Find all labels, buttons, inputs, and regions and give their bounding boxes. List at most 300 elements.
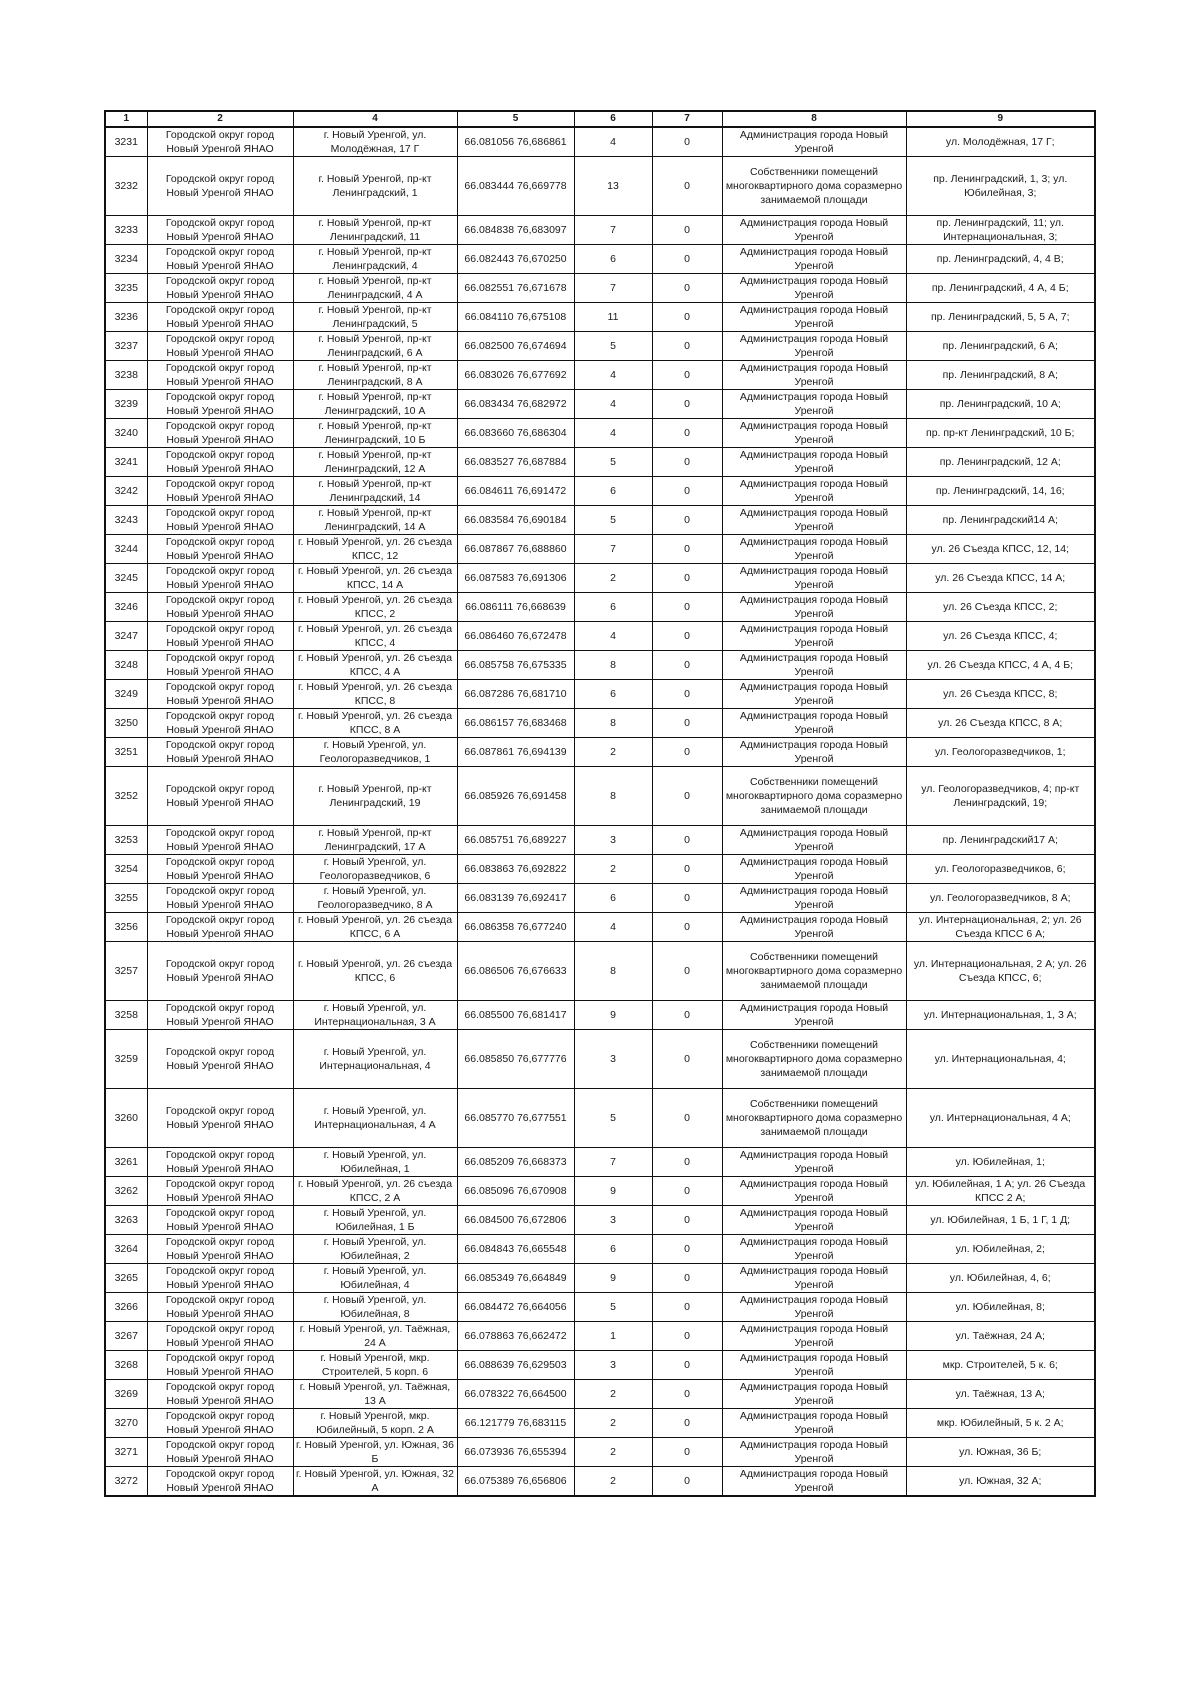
cell-col-number: 3241 [105,448,147,477]
cell-col-owner: Собственники помещений многоквартирного дома соразмерно занимаемой площади [722,157,906,216]
cell-col-served-addresses: пр. пр-кт Ленинградский, 10 Б; [906,419,1095,448]
cell-col-municipality: Городской округ город Новый Уренгой ЯНАО [147,390,293,419]
cell-col-address: г. Новый Уренгой, ул. 26 съезда КПСС, 2 [293,593,457,622]
cell-col-owner: Администрация города Новый Уренгой [722,738,906,767]
cell-col-number: 3267 [105,1322,147,1351]
cell-col-number: 3235 [105,274,147,303]
column-number-row [105,111,1095,127]
cell-col-count: 5 [574,332,652,361]
cell-col-owner: Администрация города Новый Уренгой [722,303,906,332]
cell-col-municipality: Городской округ город Новый Уренгой ЯНАО [147,1001,293,1030]
cell-col-address: г. Новый Уренгой, пр-кт Ленинградский, 5 [293,303,457,332]
cell-col-owner: Администрация города Новый Уренгой [722,564,906,593]
cell-col-count: 13 [574,157,652,216]
cell-col-coordinates: 66.083863 76,692822 [457,855,574,884]
cell-col-number: 3266 [105,1293,147,1322]
cell-col-number: 3256 [105,913,147,942]
cell-col-count: 9 [574,1001,652,1030]
cell-col-number: 3269 [105,1380,147,1409]
header-col-zero: 7 [652,111,722,127]
cell-col-owner: Администрация города Новый Уренгой [722,826,906,855]
cell-col-number: 3245 [105,564,147,593]
cell-col-count: 6 [574,245,652,274]
cell-col-zero: 0 [652,506,722,535]
cell-col-served-addresses: ул. 26 Съезда КПСС, 2; [906,593,1095,622]
cell-col-municipality: Городской округ город Новый Уренгой ЯНАО [147,274,293,303]
cell-col-coordinates: 66.081056 76,686861 [457,127,574,157]
registry-page [104,110,1094,1497]
cell-col-owner: Администрация города Новый Уренгой [722,1206,906,1235]
table-row [105,1001,1095,1030]
cell-col-address: г. Новый Уренгой, ул. Юбилейная, 1 Б [293,1206,457,1235]
cell-col-address: г. Новый Уренгой, пр-кт Ленинградский, 10 Б [293,419,457,448]
cell-col-count: 4 [574,127,652,157]
cell-col-count: 3 [574,1351,652,1380]
cell-col-served-addresses: пр. Ленинградский14 А; [906,506,1095,535]
cell-col-count: 1 [574,1322,652,1351]
cell-col-served-addresses: пр. Ленинградский, 5, 5 А, 7; [906,303,1095,332]
cell-col-zero: 0 [652,593,722,622]
cell-col-owner: Администрация города Новый Уренгой [722,1001,906,1030]
cell-col-owner: Собственники помещений многоквартирного дома соразмерно занимаемой площади [722,767,906,826]
cell-col-served-addresses: ул. Юбилейная, 8; [906,1293,1095,1322]
cell-col-number: 3251 [105,738,147,767]
header-col-number: 1 [105,111,147,127]
cell-col-coordinates: 66.085770 76,677551 [457,1089,574,1148]
cell-col-coordinates: 66.084500 76,672806 [457,1206,574,1235]
cell-col-number: 3249 [105,680,147,709]
cell-col-count: 3 [574,1030,652,1089]
cell-col-zero: 0 [652,1235,722,1264]
table-row [105,826,1095,855]
cell-col-owner: Администрация города Новый Уренгой [722,1264,906,1293]
table-row [105,361,1095,390]
cell-col-zero: 0 [652,245,722,274]
cell-col-address: г. Новый Уренгой, ул. 26 съезда КПСС, 6 А [293,913,457,942]
cell-col-served-addresses: ул. Геологоразведчиков, 6; [906,855,1095,884]
cell-col-municipality: Городской округ город Новый Уренгой ЯНАО [147,1177,293,1206]
cell-col-zero: 0 [652,767,722,826]
cell-col-zero: 0 [652,535,722,564]
table-row [105,1467,1095,1497]
cell-col-owner: Администрация города Новый Уренгой [722,477,906,506]
cell-col-municipality: Городской округ город Новый Уренгой ЯНАО [147,1089,293,1148]
cell-col-number: 3270 [105,1409,147,1438]
cell-col-count: 2 [574,1380,652,1409]
cell-col-served-addresses: пр. Ленинградский, 11; ул. Интернациональная, 3; [906,216,1095,245]
cell-col-municipality: Городской округ город Новый Уренгой ЯНАО [147,826,293,855]
cell-col-zero: 0 [652,826,722,855]
cell-col-owner: Собственники помещений многоквартирного дома соразмерно занимаемой площади [722,1089,906,1148]
header-col-municipality: 2 [147,111,293,127]
cell-col-served-addresses: пр. Ленинградский, 1, 3; ул. Юбилейная, 3; [906,157,1095,216]
cell-col-number: 3242 [105,477,147,506]
cell-col-owner: Администрация города Новый Уренгой [722,361,906,390]
cell-col-zero: 0 [652,303,722,332]
cell-col-address: г. Новый Уренгой, ул. Юбилейная, 8 [293,1293,457,1322]
cell-col-number: 3252 [105,767,147,826]
table-row [105,593,1095,622]
table-row [105,390,1095,419]
cell-col-municipality: Городской округ город Новый Уренгой ЯНАО [147,303,293,332]
table-row [105,157,1095,216]
cell-col-served-addresses: ул. Юбилейная, 4, 6; [906,1264,1095,1293]
cell-col-coordinates: 66.085209 76,668373 [457,1148,574,1177]
cell-col-served-addresses: ул. Геологоразведчиков, 8 А; [906,884,1095,913]
cell-col-zero: 0 [652,564,722,593]
table-row [105,651,1095,680]
cell-col-address: г. Новый Уренгой, пр-кт Ленинградский, 10 А [293,390,457,419]
table-row [105,419,1095,448]
cell-col-coordinates: 66.086506 76,676633 [457,942,574,1001]
cell-col-coordinates: 66.121779 76,683115 [457,1409,574,1438]
cell-col-count: 7 [574,1148,652,1177]
cell-col-number: 3259 [105,1030,147,1089]
cell-col-served-addresses: ул. Молодёжная, 17 Г; [906,127,1095,157]
cell-col-owner: Администрация города Новый Уренгой [722,1293,906,1322]
cell-col-address: г. Новый Уренгой, ул. 26 съезда КПСС, 4 А [293,651,457,680]
cell-col-served-addresses: ул. Таёжная, 24 А; [906,1322,1095,1351]
cell-col-address: г. Новый Уренгой, ул. 26 съезда КПСС, 2 А [293,1177,457,1206]
cell-col-address: г. Новый Уренгой, ул. Геологоразведчиков, 6 [293,855,457,884]
cell-col-owner: Администрация города Новый Уренгой [722,127,906,157]
cell-col-address: г. Новый Уренгой, пр-кт Ленинградский, 14 [293,477,457,506]
cell-col-municipality: Городской округ город Новый Уренгой ЯНАО [147,216,293,245]
cell-col-coordinates: 66.085349 76,664849 [457,1264,574,1293]
cell-col-count: 6 [574,884,652,913]
cell-col-owner: Собственники помещений многоквартирного дома соразмерно занимаемой площади [722,1030,906,1089]
cell-col-owner: Администрация города Новый Уренгой [722,506,906,535]
cell-col-address: г. Новый Уренгой, пр-кт Ленинградский, 19 [293,767,457,826]
cell-col-count: 8 [574,942,652,1001]
table-row [105,1322,1095,1351]
cell-col-municipality: Городской округ город Новый Уренгой ЯНАО [147,651,293,680]
cell-col-address: г. Новый Уренгой, пр-кт Ленинградский, 4 А [293,274,457,303]
table-row [105,1089,1095,1148]
cell-col-address: г. Новый Уренгой, ул. Интернациональная, 4 [293,1030,457,1089]
cell-col-coordinates: 66.083584 76,690184 [457,506,574,535]
cell-col-municipality: Городской округ город Новый Уренгой ЯНАО [147,477,293,506]
cell-col-coordinates: 66.084110 76,675108 [457,303,574,332]
cell-col-address: г. Новый Уренгой, ул. Юбилейная, 2 [293,1235,457,1264]
table-row [105,1264,1095,1293]
cell-col-municipality: Городской округ город Новый Уренгой ЯНАО [147,1351,293,1380]
table-row [105,332,1095,361]
cell-col-municipality: Городской округ город Новый Уренгой ЯНАО [147,1206,293,1235]
table-row [105,884,1095,913]
cell-col-count: 9 [574,1264,652,1293]
cell-col-count: 3 [574,826,652,855]
cell-col-municipality: Городской округ город Новый Уренгой ЯНАО [147,622,293,651]
cell-col-count: 4 [574,913,652,942]
cell-col-owner: Администрация города Новый Уренгой [722,884,906,913]
cell-col-coordinates: 66.084611 76,691472 [457,477,574,506]
cell-col-number: 3258 [105,1001,147,1030]
table-row [105,1351,1095,1380]
cell-col-owner: Администрация города Новый Уренгой [722,1380,906,1409]
cell-col-coordinates: 66.078863 76,662472 [457,1322,574,1351]
cell-col-coordinates: 66.084843 76,665548 [457,1235,574,1264]
cell-col-number: 3257 [105,942,147,1001]
cell-col-owner: Администрация города Новый Уренгой [722,274,906,303]
cell-col-coordinates: 66.082443 76,670250 [457,245,574,274]
cell-col-zero: 0 [652,419,722,448]
table-row [105,942,1095,1001]
cell-col-owner: Администрация города Новый Уренгой [722,245,906,274]
cell-col-served-addresses: пр. Ленинградский17 А; [906,826,1095,855]
cell-col-count: 7 [574,535,652,564]
cell-col-number: 3260 [105,1089,147,1148]
cell-col-address: г. Новый Уренгой, ул. 26 съезда КПСС, 6 [293,942,457,1001]
cell-col-coordinates: 66.084838 76,683097 [457,216,574,245]
cell-col-count: 7 [574,274,652,303]
cell-col-number: 3271 [105,1438,147,1467]
header-col-count: 6 [574,111,652,127]
cell-col-number: 3243 [105,506,147,535]
cell-col-coordinates: 66.085758 76,675335 [457,651,574,680]
cell-col-owner: Администрация города Новый Уренгой [722,1409,906,1438]
cell-col-number: 3247 [105,622,147,651]
cell-col-address: г. Новый Уренгой, ул. Таёжная, 13 А [293,1380,457,1409]
cell-col-owner: Администрация города Новый Уренгой [722,1148,906,1177]
cell-col-coordinates: 66.082500 76,674694 [457,332,574,361]
table-row [105,1235,1095,1264]
cell-col-served-addresses: ул. 26 Съезда КПСС, 4 А, 4 Б; [906,651,1095,680]
table-row [105,564,1095,593]
cell-col-coordinates: 66.085751 76,689227 [457,826,574,855]
cell-col-zero: 0 [652,1206,722,1235]
cell-col-number: 3263 [105,1206,147,1235]
cell-col-address: г. Новый Уренгой, пр-кт Ленинградский, 8 А [293,361,457,390]
cell-col-coordinates: 66.086111 76,668639 [457,593,574,622]
cell-col-zero: 0 [652,1322,722,1351]
cell-col-zero: 0 [652,216,722,245]
cell-col-coordinates: 66.083527 76,687884 [457,448,574,477]
cell-col-zero: 0 [652,127,722,157]
cell-col-owner: Администрация города Новый Уренгой [722,651,906,680]
cell-col-served-addresses: ул. Интернациональная, 1, 3 А; [906,1001,1095,1030]
cell-col-served-addresses: пр. Ленинградский, 10 А; [906,390,1095,419]
table-row [105,1206,1095,1235]
cell-col-coordinates: 66.082551 76,671678 [457,274,574,303]
cell-col-served-addresses: пр. Ленинградский, 12 А; [906,448,1095,477]
header-col-coordinates: 5 [457,111,574,127]
cell-col-count: 5 [574,448,652,477]
table-row [105,1293,1095,1322]
cell-col-address: г. Новый Уренгой, пр-кт Ленинградский, 14 А [293,506,457,535]
table-row [105,245,1095,274]
cell-col-count: 4 [574,390,652,419]
cell-col-served-addresses: ул. Юбилейная, 1 Б, 1 Г, 1 Д; [906,1206,1095,1235]
cell-col-municipality: Городской округ город Новый Уренгой ЯНАО [147,1380,293,1409]
cell-col-municipality: Городской округ город Новый Уренгой ЯНАО [147,1438,293,1467]
cell-col-owner: Администрация города Новый Уренгой [722,680,906,709]
cell-col-count: 3 [574,1206,652,1235]
cell-col-municipality: Городской округ город Новый Уренгой ЯНАО [147,738,293,767]
cell-col-coordinates: 66.083660 76,686304 [457,419,574,448]
cell-col-municipality: Городской округ город Новый Уренгой ЯНАО [147,361,293,390]
cell-col-number: 3268 [105,1351,147,1380]
cell-col-owner: Администрация города Новый Уренгой [722,1235,906,1264]
cell-col-count: 6 [574,593,652,622]
cell-col-coordinates: 66.085500 76,681417 [457,1001,574,1030]
cell-col-count: 5 [574,506,652,535]
cell-col-address: г. Новый Уренгой, ул. Таёжная, 24 А [293,1322,457,1351]
cell-col-municipality: Городской округ город Новый Уренгой ЯНАО [147,245,293,274]
cell-col-zero: 0 [652,942,722,1001]
cell-col-number: 3265 [105,1264,147,1293]
table-row [105,535,1095,564]
cell-col-served-addresses: ул. Юбилейная, 1; [906,1148,1095,1177]
cell-col-coordinates: 66.083434 76,682972 [457,390,574,419]
cell-col-count: 8 [574,709,652,738]
cell-col-municipality: Городской округ город Новый Уренгой ЯНАО [147,884,293,913]
table-row [105,1438,1095,1467]
cell-col-address: г. Новый Уренгой, ул. Юбилейная, 4 [293,1264,457,1293]
cell-col-address: г. Новый Уренгой, ул. 26 съезда КПСС, 8 [293,680,457,709]
cell-col-count: 2 [574,738,652,767]
cell-col-count: 11 [574,303,652,332]
cell-col-address: г. Новый Уренгой, ул. Интернациональная, 4 А [293,1089,457,1148]
cell-col-address: г. Новый Уренгой, ул. Молодёжная, 17 Г [293,127,457,157]
cell-col-served-addresses: пр. Ленинградский, 6 А; [906,332,1095,361]
cell-col-served-addresses: ул. 26 Съезда КПСС, 8 А; [906,709,1095,738]
cell-col-municipality: Городской округ город Новый Уренгой ЯНАО [147,913,293,942]
cell-col-address: г. Новый Уренгой, ул. 26 съезда КПСС, 8 А [293,709,457,738]
registry-table [104,110,1096,1497]
cell-col-municipality: Городской округ город Новый Уренгой ЯНАО [147,157,293,216]
cell-col-municipality: Городской округ город Новый Уренгой ЯНАО [147,942,293,1001]
cell-col-address: г. Новый Уренгой, пр-кт Ленинградский, 12 А [293,448,457,477]
table-row [105,738,1095,767]
cell-col-number: 3250 [105,709,147,738]
cell-col-zero: 0 [652,1001,722,1030]
cell-col-count: 6 [574,680,652,709]
cell-col-address: г. Новый Уренгой, ул. 26 съезда КПСС, 14 А [293,564,457,593]
cell-col-zero: 0 [652,332,722,361]
cell-col-count: 7 [574,216,652,245]
cell-col-zero: 0 [652,709,722,738]
cell-col-address: г. Новый Уренгой, мкр. Юбилейный, 5 корп. 2 А [293,1409,457,1438]
cell-col-address: г. Новый Уренгой, ул. Интернациональная, 3 А [293,1001,457,1030]
cell-col-served-addresses: ул. 26 Съезда КПСС, 8; [906,680,1095,709]
cell-col-count: 6 [574,1235,652,1264]
cell-col-municipality: Городской округ город Новый Уренгой ЯНАО [147,1264,293,1293]
cell-col-owner: Администрация города Новый Уренгой [722,448,906,477]
cell-col-number: 3232 [105,157,147,216]
cell-col-served-addresses: ул. Южная, 32 А; [906,1467,1095,1497]
cell-col-coordinates: 66.085850 76,677776 [457,1030,574,1089]
cell-col-owner: Администрация города Новый Уренгой [722,535,906,564]
cell-col-address: г. Новый Уренгой, пр-кт Ленинградский, 17 А [293,826,457,855]
cell-col-served-addresses: ул. Юбилейная, 2; [906,1235,1095,1264]
cell-col-zero: 0 [652,1409,722,1438]
cell-col-municipality: Городской округ город Новый Уренгой ЯНАО [147,593,293,622]
cell-col-served-addresses: ул. Интернациональная, 2; ул. 26 Съезда КПСС 6 А; [906,913,1095,942]
table-row [105,913,1095,942]
cell-col-count: 2 [574,1438,652,1467]
cell-col-owner: Администрация города Новый Уренгой [722,913,906,942]
cell-col-coordinates: 66.085096 76,670908 [457,1177,574,1206]
cell-col-coordinates: 66.075389 76,656806 [457,1467,574,1497]
cell-col-served-addresses: ул. 26 Съезда КПСС, 14 А; [906,564,1095,593]
table-row [105,448,1095,477]
cell-col-zero: 0 [652,1177,722,1206]
cell-col-number: 3236 [105,303,147,332]
cell-col-number: 3237 [105,332,147,361]
table-row [105,767,1095,826]
cell-col-zero: 0 [652,651,722,680]
table-row [105,127,1095,157]
cell-col-address: г. Новый Уренгой, ул. Геологоразведчико, 8 А [293,884,457,913]
cell-col-served-addresses: ул. 26 Съезда КПСС, 12, 14; [906,535,1095,564]
cell-col-served-addresses: ул. Геологоразведчиков, 1; [906,738,1095,767]
cell-col-coordinates: 66.087286 76,681710 [457,680,574,709]
cell-col-coordinates: 66.073936 76,655394 [457,1438,574,1467]
table-row [105,709,1095,738]
cell-col-count: 8 [574,651,652,680]
cell-col-zero: 0 [652,1467,722,1497]
cell-col-municipality: Городской округ город Новый Уренгой ЯНАО [147,855,293,884]
cell-col-served-addresses: пр. Ленинградский, 4, 4 В; [906,245,1095,274]
cell-col-zero: 0 [652,738,722,767]
cell-col-coordinates: 66.084472 76,664056 [457,1293,574,1322]
cell-col-zero: 0 [652,1380,722,1409]
cell-col-zero: 0 [652,157,722,216]
cell-col-coordinates: 66.078322 76,664500 [457,1380,574,1409]
cell-col-served-addresses: мкр. Юбилейный, 5 к. 2 А; [906,1409,1095,1438]
cell-col-coordinates: 66.087583 76,691306 [457,564,574,593]
cell-col-number: 3261 [105,1148,147,1177]
header-col-served-addresses: 9 [906,111,1095,127]
table-row [105,303,1095,332]
table-row [105,680,1095,709]
table-row [105,1380,1095,1409]
cell-col-municipality: Городской округ город Новый Уренгой ЯНАО [147,1293,293,1322]
cell-col-address: г. Новый Уренгой, пр-кт Ленинградский, 4 [293,245,457,274]
cell-col-address: г. Новый Уренгой, мкр. Строителей, 5 корп. 6 [293,1351,457,1380]
table-row [105,274,1095,303]
cell-col-municipality: Городской округ город Новый Уренгой ЯНАО [147,680,293,709]
cell-col-owner: Администрация города Новый Уренгой [722,622,906,651]
cell-col-owner: Администрация города Новый Уренгой [722,1322,906,1351]
table-row [105,622,1095,651]
cell-col-zero: 0 [652,1264,722,1293]
cell-col-count: 2 [574,564,652,593]
table-row [105,216,1095,245]
cell-col-served-addresses: пр. Ленинградский, 14, 16; [906,477,1095,506]
cell-col-count: 4 [574,419,652,448]
cell-col-coordinates: 66.086460 76,672478 [457,622,574,651]
cell-col-zero: 0 [652,1293,722,1322]
cell-col-number: 3255 [105,884,147,913]
cell-col-served-addresses: ул. Интернациональная, 2 А; ул. 26 Съезда КПСС, 6; [906,942,1095,1001]
cell-col-number: 3253 [105,826,147,855]
cell-col-coordinates: 66.086157 76,683468 [457,709,574,738]
cell-col-number: 3254 [105,855,147,884]
table-body [105,127,1095,1496]
cell-col-number: 3248 [105,651,147,680]
cell-col-count: 2 [574,855,652,884]
cell-col-zero: 0 [652,477,722,506]
cell-col-coordinates: 66.087867 76,688860 [457,535,574,564]
cell-col-served-addresses: ул. Таёжная, 13 А; [906,1380,1095,1409]
cell-col-zero: 0 [652,448,722,477]
cell-col-zero: 0 [652,1030,722,1089]
cell-col-coordinates: 66.088639 76,629503 [457,1351,574,1380]
cell-col-municipality: Городской округ город Новый Уренгой ЯНАО [147,419,293,448]
cell-col-address: г. Новый Уренгой, пр-кт Ленинградский, 11 [293,216,457,245]
